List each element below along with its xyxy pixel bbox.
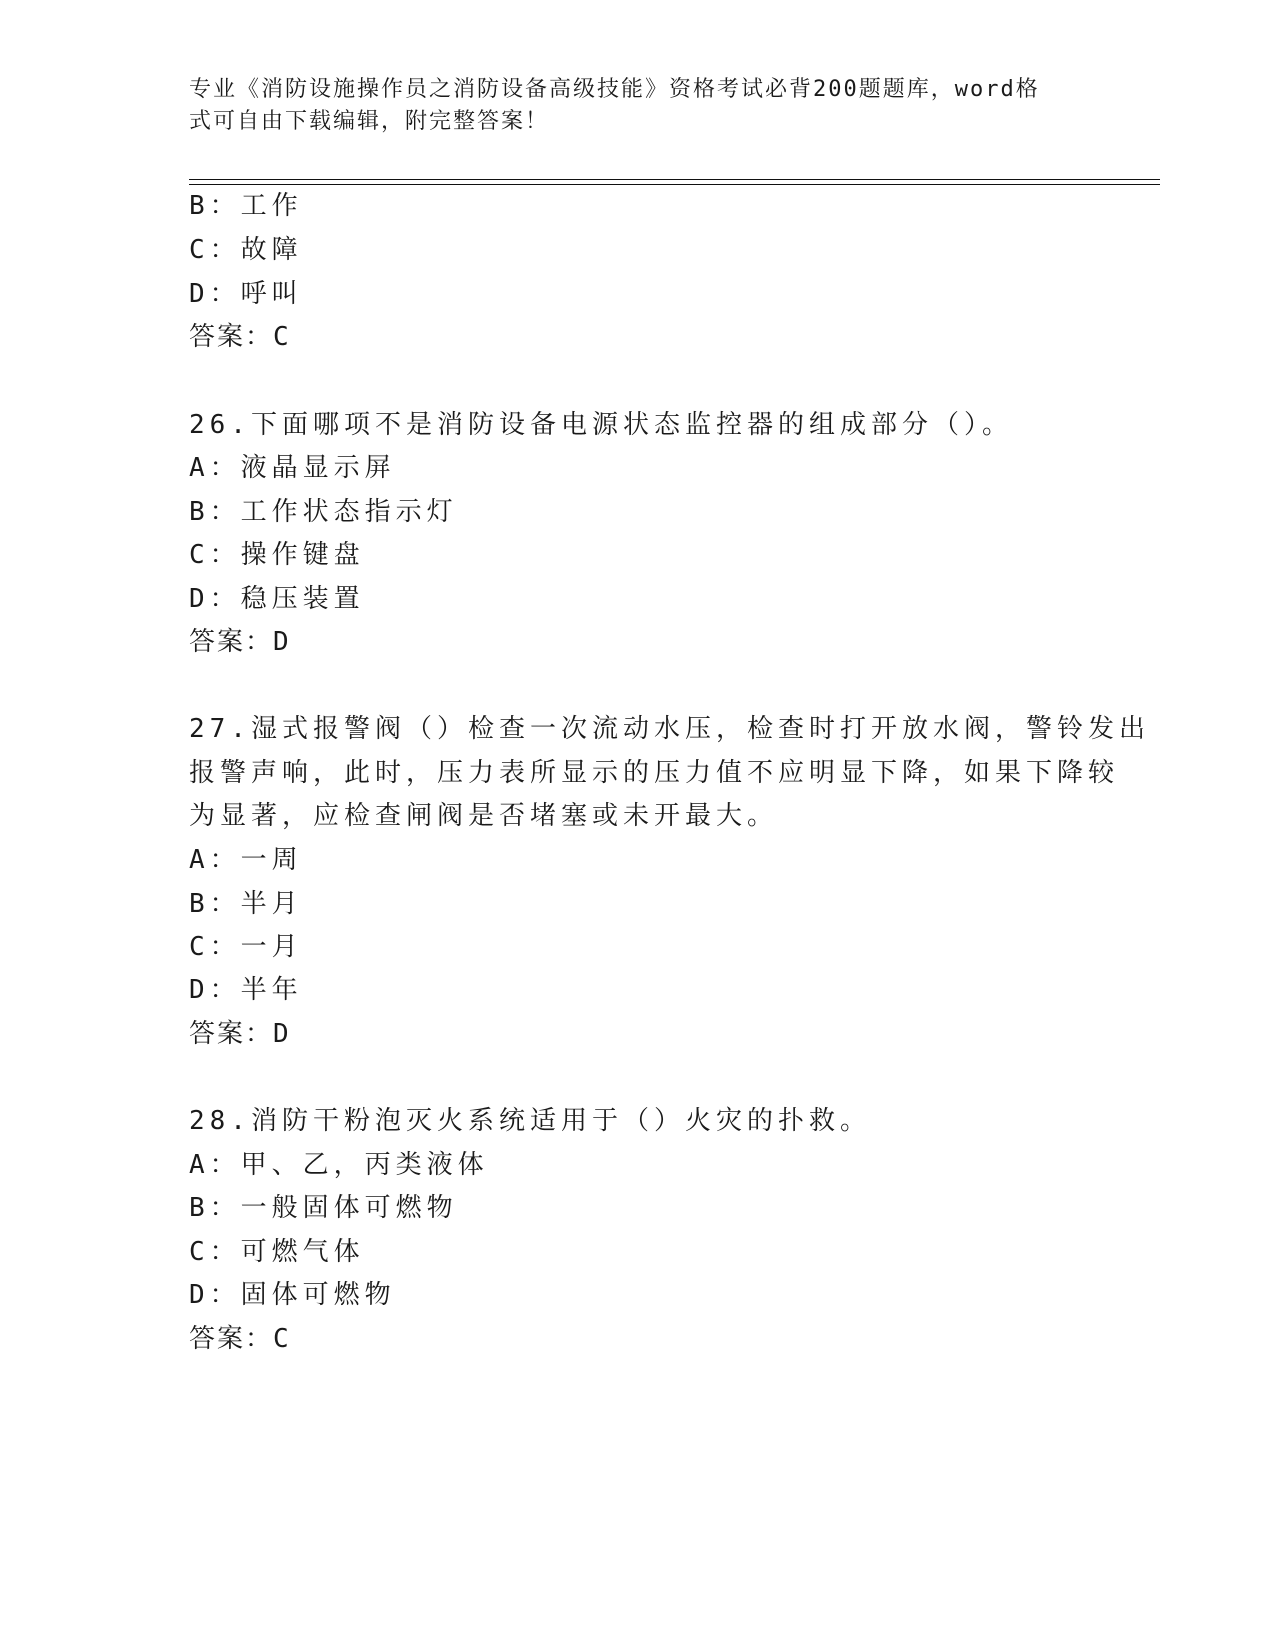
- q26-option-a: A：液晶显示屏: [189, 453, 396, 483]
- q27-option-c: C：一月: [189, 932, 303, 962]
- header-line-2: 式可自由下载编辑，附完整答案！: [189, 109, 550, 134]
- q27-option-b: B：半月: [189, 889, 303, 919]
- q28-option-c: C：可燃气体: [189, 1237, 365, 1267]
- document-header: [189, 74, 1089, 138]
- prev-option-d: D：呼叫: [189, 279, 303, 309]
- q26-stem: 26.下面哪项不是消防设备电源状态监控器的组成部分（）。: [189, 410, 1013, 440]
- prev-answer: 答案：C: [189, 322, 291, 352]
- q27-stem-line-2: 报警声响，此时，压力表所显示的压力值不应明显下降，如果下降较: [189, 758, 1120, 788]
- q26-option-c: C：操作键盘: [189, 540, 365, 570]
- q28-option-d: D：固体可燃物: [189, 1280, 396, 1310]
- q28-answer: 答案：C: [189, 1324, 291, 1354]
- header-line-1: 专业《消防设施操作员之消防设备高级技能》资格考试必背200题题库，word格: [189, 77, 1040, 102]
- q27-stem-line-1: 27.湿式报警阀（）检查一次流动水压，检查时打开放水阀，警铃发出: [189, 714, 1150, 744]
- header-rule-bottom: [189, 184, 1160, 185]
- q26-answer: 答案：D: [189, 627, 291, 657]
- header-rule-top: [189, 179, 1160, 180]
- prev-option-b: B：工作: [189, 191, 303, 221]
- prev-option-c: C：故障: [189, 235, 303, 265]
- q28-option-b: B：一般固体可燃物: [189, 1193, 458, 1223]
- q27-option-a: A：一周: [189, 845, 303, 875]
- q26-option-d: D：稳压装置: [189, 584, 365, 614]
- q27-option-d: D：半年: [189, 975, 303, 1005]
- q26-option-b: B：工作状态指示灯: [189, 497, 458, 527]
- q28-option-a: A：甲、乙，丙类液体: [189, 1150, 489, 1180]
- q27-stem-line-3: 为显著，应检查闸阀是否堵塞或未开最大。: [189, 801, 779, 831]
- q28-stem: 28.消防干粉泡灭火系统适用于（）火灾的扑救。: [189, 1106, 871, 1136]
- q27-answer: 答案：D: [189, 1019, 291, 1049]
